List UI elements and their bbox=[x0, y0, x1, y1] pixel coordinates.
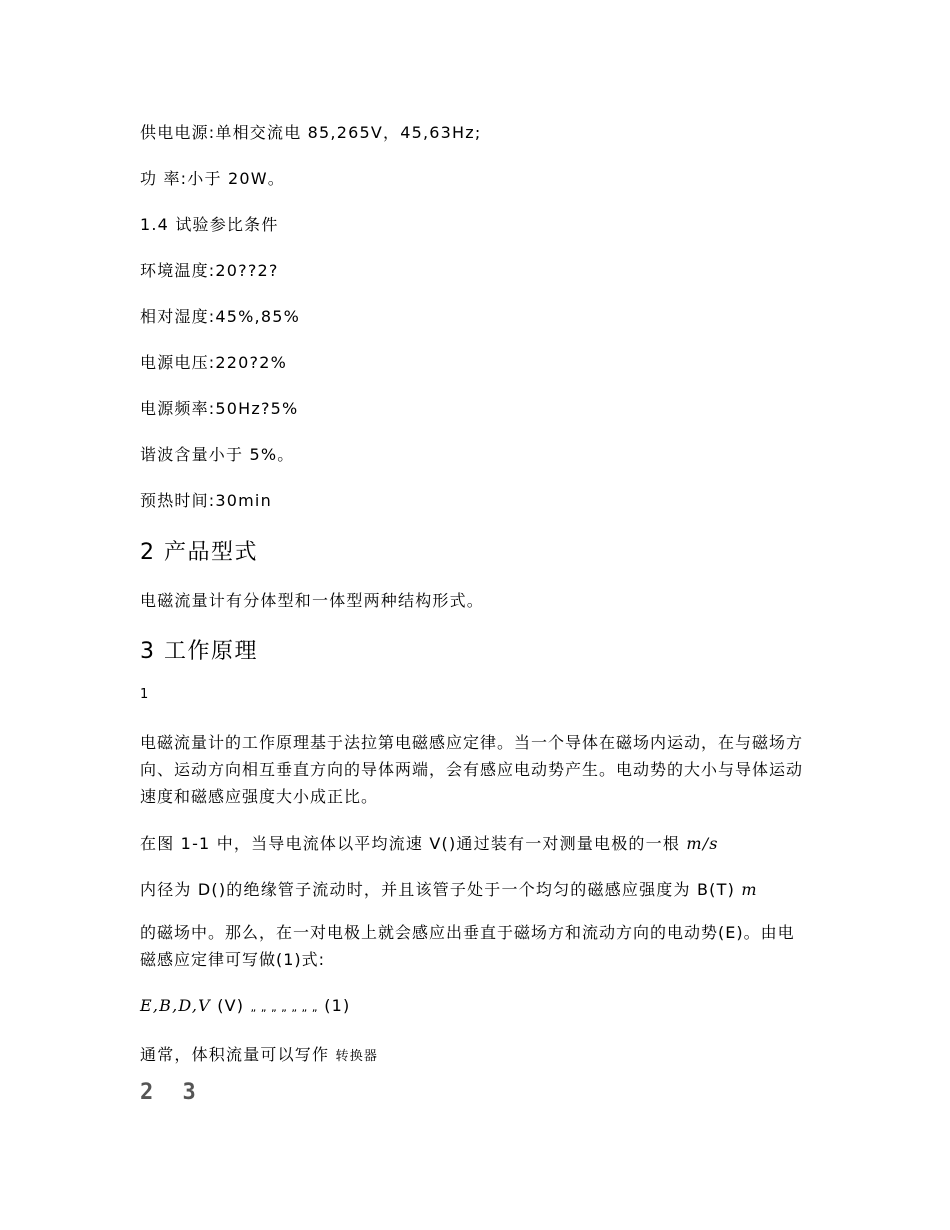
harmonic-line: 谐波含量小于 5%。 bbox=[140, 445, 295, 464]
formula-number: (1) bbox=[324, 996, 351, 1015]
converter-label: 转换器 bbox=[335, 1049, 379, 1064]
pixelated-digits: 2 3 bbox=[140, 1080, 204, 1105]
formula-line bbox=[140, 996, 350, 1015]
supply-line: 供电电源:单相交流电 85,265V，45,63Hz; bbox=[140, 123, 482, 142]
preheat-line: 预热时间:30min bbox=[140, 491, 272, 510]
volume-flow-line bbox=[140, 1042, 378, 1065]
frequency-line: 电源频率:50Hz?5% bbox=[140, 399, 299, 418]
humidity-line: 相对湿度:45%,85% bbox=[140, 307, 301, 326]
product-type-text: 电磁流量计有分体型和一体型两种结构形式。 bbox=[140, 591, 485, 610]
formula-unit: (V) bbox=[217, 996, 245, 1015]
magnetic-field-paragraph: 的磁场中。那么，在一对电极上就会感应出垂直于磁场方和流动方向的电动势(E)。由电磁感应定律可写做(1)式: bbox=[140, 923, 795, 969]
figure-line-2 bbox=[140, 877, 758, 900]
formula-variables: E,B,D,V bbox=[140, 996, 211, 1015]
volume-flow-text: 通常，体积流量可以写作 bbox=[140, 1045, 330, 1064]
section-2-heading: 2 产品型式 bbox=[140, 540, 258, 565]
section-3-heading: 3 工作原理 bbox=[140, 639, 258, 664]
section-1-4-title: 1.4 试验参比条件 bbox=[140, 215, 279, 234]
principle-paragraph: 电磁流量计的工作原理基于法拉第电磁感应定律。当一个导体在磁场内运动，在与磁场方向、运动方向相互垂直方向的导体两端，会有感应电动势产生。电动势的大小与导体运动速度和磁感应强度大小成正比。 bbox=[140, 733, 804, 806]
velocity-unit: m/s bbox=[686, 834, 719, 853]
voltage-line: 电源电压:220?2% bbox=[140, 353, 288, 372]
length-unit: m bbox=[741, 880, 758, 899]
page-marker: 1 bbox=[140, 687, 150, 702]
ambient-temp-line: 环境温度:20??2? bbox=[140, 261, 279, 280]
figure-line-1 bbox=[140, 831, 719, 854]
formula-dots: „ „ „ „ „ „ „ bbox=[250, 1001, 318, 1014]
figure-line-2-text: 内径为 D()的绝缘管子流动时，并且该管子处于一个均匀的磁感应强度为 B(T) bbox=[140, 880, 736, 899]
power-line: 功 率:小于 20W。 bbox=[140, 169, 285, 188]
figure-line-1-text: 在图 1-1 中，当导电流体以平均流速 V()通过装有一对测量电极的一根 bbox=[140, 834, 681, 853]
